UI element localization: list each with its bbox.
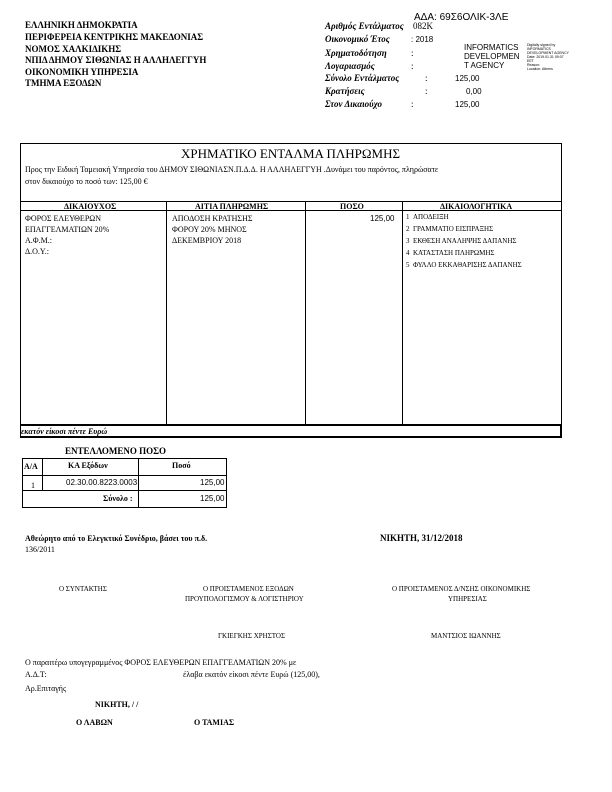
total-value: 125,00 bbox=[455, 74, 480, 83]
signature-detail: Digitally signed by bbox=[527, 43, 556, 47]
org-line: ΝΠΙΔ ΔΗΜΟΥ ΣΙΘΩΝΙΑΣ Η ΑΛΛΗΛΕΓΓΥΗ bbox=[25, 55, 207, 65]
signer-name: ΜΑΝΤΣΙΟΣ ΙΩΑΝΝΗΣ bbox=[431, 632, 501, 640]
dikaiouxo-value: 125,00 bbox=[455, 100, 480, 109]
receipt-text: έλαβα εκατόν είκοσι πέντε Ευρώ (125,00), bbox=[183, 670, 320, 679]
signer-role-director: Ο ΠΡΟΙΣΤΑΜΕΝΟΣ Δ/ΝΣΗΣ ΟΙΚΟΝΟΜΙΚΗΣ bbox=[392, 585, 531, 593]
colon: : bbox=[411, 61, 414, 71]
signer-name: ΓΚΙΕΓΚΗΣ ΧΡΗΣΤΟΣ bbox=[218, 632, 286, 640]
signature-detail: DEVELOPMENT AGENCY bbox=[527, 51, 569, 55]
header-poso: ΠΟΣΟ bbox=[340, 202, 364, 211]
table-header-aa: Α/Α bbox=[24, 462, 38, 471]
signer-lavon: Ο ΛΑΒΩΝ bbox=[76, 718, 113, 727]
year-label: Οικονομικό Έτος bbox=[325, 34, 390, 44]
org-line: ΠΕΡΙΦΕΡΕΙΑ ΚΕΝΤΡΙΚΗΣ ΜΑΚΕΔΟΝΙΑΣ bbox=[25, 32, 204, 42]
signature-line: INFORMATICS bbox=[464, 43, 519, 52]
signature-detail: INFORMATICS bbox=[527, 47, 551, 51]
place-date: ΝΙΚΗΤΗ, 31/12/2018 bbox=[380, 533, 463, 543]
year-value: : 2018 bbox=[411, 35, 434, 44]
logariasmos-label: Λογαριασμός bbox=[325, 61, 375, 71]
table-row-aa: 1 bbox=[31, 481, 35, 490]
signer-role-proistamenos: Ο ΠΡΟΙΣΤΑΜΕΝΟΣ ΕΞΟΔΩΝ bbox=[203, 585, 294, 593]
payment-reason-line: ΔΕΚΕΜΒΡΙΟΥ 2018 bbox=[172, 236, 242, 245]
signature-detail: Date: 2019.01.31 09:07 bbox=[527, 55, 564, 59]
intro-text: στον δικαιούχο το ποσό των: 125,00 € bbox=[25, 177, 148, 186]
colon: : bbox=[411, 48, 414, 58]
colon: : bbox=[411, 99, 414, 109]
beneficiary-line: ΦΟΡΟΣ ΕΛΕΥΘΕΡΩΝ bbox=[25, 214, 101, 223]
receipt-text: Ο παραιτέρω υπογεγραμμένος ΦΟΡΟΣ ΕΛΕΥΘΕΡΩΝ ΕΠΑΓΓΕΛΜΑΤΙΩΝ 20% με bbox=[25, 658, 297, 667]
list-item: 1 ΑΠΟΔΕΙΞΗ bbox=[406, 213, 449, 221]
list-item: 4 ΚΑΤΑΣΤΑΣΗ ΠΛΗΡΩΜΗΣ bbox=[406, 249, 495, 257]
signer-role-proistamenos: ΠΡΟΥΠΟΛΟΓΙΣΜΟΥ & ΛΟΓΙΣΤΗΡΙΟΥ bbox=[185, 595, 304, 603]
sum-value: 125,00 bbox=[200, 494, 225, 503]
org-line: ΟΙΚΟΝΟΜΙΚΗ ΥΠΗΡΕΣΙΑ bbox=[25, 67, 139, 77]
visa-text: Αθεώρητο από το Ελεγκτικό Συνέδριο, βάσει του π.δ. bbox=[25, 534, 208, 543]
list-item: 5 ΦΥΛΛΟ ΕΚΚΑΘΑΡΙΣΗΣ ΔΑΠΑΝΗΣ bbox=[406, 261, 522, 269]
org-line: ΕΛΛΗΝΙΚΗ ΔΗΜΟΚΡΑΤΙΑ bbox=[25, 20, 138, 30]
table-row-poso: 125,00 bbox=[200, 478, 225, 487]
table-row-ka: 02.30.00.8223.0003 bbox=[66, 478, 138, 487]
entalma-value: 082Κ bbox=[413, 21, 433, 31]
header-aitia: ΑΙΤΙΑ ΠΛΗΡΩΜΗΣ bbox=[195, 202, 269, 211]
colon: : bbox=[425, 73, 428, 83]
table-header-poso: Ποσό bbox=[172, 461, 191, 470]
org-line: ΝΟΜΟΣ ΧΑΛΚΙΔΙΚΗΣ bbox=[25, 44, 122, 54]
header-dikaiouxos: ΔΙΚΑΙΟΥΧΟΣ bbox=[64, 202, 117, 211]
colon: : bbox=[425, 86, 428, 96]
payment-reason-line: ΦΟΡΟΥ 20% ΜΗΝΟΣ bbox=[172, 225, 247, 234]
sum-label: Σύνολο : bbox=[103, 494, 133, 503]
signature-line: T AGENCY bbox=[464, 61, 505, 70]
signer-role-syntaktis: Ο ΣΥΝΤΑΚΤΗΣ bbox=[59, 585, 107, 593]
document-title: ΧΡΗΜΑΤΙΚΟ ΕΝΤΑΛΜΑ ΠΛΗΡΩΜΗΣ bbox=[181, 146, 401, 161]
beneficiary-afm: Α.Φ.Μ.: bbox=[25, 236, 52, 245]
column-divider bbox=[42, 458, 43, 490]
receipt-check: Αρ.Επιταγής bbox=[25, 684, 67, 693]
signature-detail: Location: Athens bbox=[527, 67, 553, 71]
signer-tamias: Ο ΤΑΜΙΑΣ bbox=[194, 718, 235, 727]
signature-detail: Reason: bbox=[527, 63, 541, 67]
signature-detail: EET bbox=[527, 59, 534, 63]
column-divider bbox=[138, 458, 139, 508]
list-item: 3 ΕΚΘΕΣΗ ΑΝΑΛΗΨΗΣ ΔΑΠΑΝΗΣ bbox=[406, 237, 517, 245]
column-divider bbox=[402, 201, 403, 425]
signer-role-director: ΥΠΗΡΕΣΙΑΣ bbox=[448, 595, 487, 603]
amount-value: 125,00 bbox=[370, 214, 395, 223]
visa-text: 136/2011 bbox=[25, 545, 55, 554]
signature-line: DEVELOPMEN bbox=[464, 52, 520, 61]
ada-code: ΑΔΑ: 69Σ6ΟΛΙΚ-3ΛΕ bbox=[414, 12, 509, 23]
beneficiary-doy: Δ.Ο.Υ.: bbox=[25, 247, 49, 256]
xrimatodotisi-label: Χρηματοδότηση bbox=[325, 48, 387, 58]
payment-reason-line: ΑΠΟΔΟΣΗ ΚΡΑΤΗΣΗΣ bbox=[172, 214, 253, 223]
column-divider bbox=[305, 201, 306, 425]
beneficiary-line: ΕΠΑΓΓΕΛΜΑΤΙΩΝ 20% bbox=[25, 225, 110, 234]
kratiseis-label: Κρατήσεις bbox=[325, 86, 365, 96]
org-line: ΤΜΗΜΑ ΕΞΟΔΩΝ bbox=[25, 78, 102, 88]
amount-in-words: εκατόν είκοσι πέντε Ευρώ bbox=[21, 427, 108, 436]
dikaiouxo-label: Στον Δικαιούχο bbox=[325, 99, 382, 109]
column-divider bbox=[166, 201, 167, 425]
divider bbox=[22, 475, 227, 476]
entalmeno-title: ΕΝΤΕΛΛΟΜΕΝΟ ΠΟΣΟ bbox=[65, 446, 167, 456]
receipt-place-date: ΝΙΚΗΤΗ, / / bbox=[95, 700, 139, 709]
total-label: Σύνολο Εντάλματος bbox=[325, 73, 400, 83]
list-item: 2 ΓΡΑΜΜΑΤΙΟ ΕΙΣΠΡΑΞΗΣ bbox=[406, 225, 494, 233]
entalma-label: Αριθμός Εντάλματος bbox=[325, 21, 404, 31]
table-header-ka: ΚΑ Εξόδων bbox=[68, 461, 108, 470]
receipt-adt: Α.Δ.Τ: bbox=[25, 670, 47, 679]
intro-text: Προς την Ειδική Ταμειακή Υπηρεσία του ΔΗΜΟΥ ΣΙΘΩΝΙΑΣΝ.Π.Δ.Δ. Η ΑΛΛΗΛΕΓΓΥΗ .Δυνάμει του παρόντος, πληρώσατε bbox=[25, 165, 439, 174]
header-dikaiologitika: ΔΙΚΑΙΟΛΟΓΗΤΙΚΑ bbox=[440, 202, 513, 211]
kratiseis-value: 0,00 bbox=[466, 87, 482, 96]
divider bbox=[22, 490, 227, 491]
